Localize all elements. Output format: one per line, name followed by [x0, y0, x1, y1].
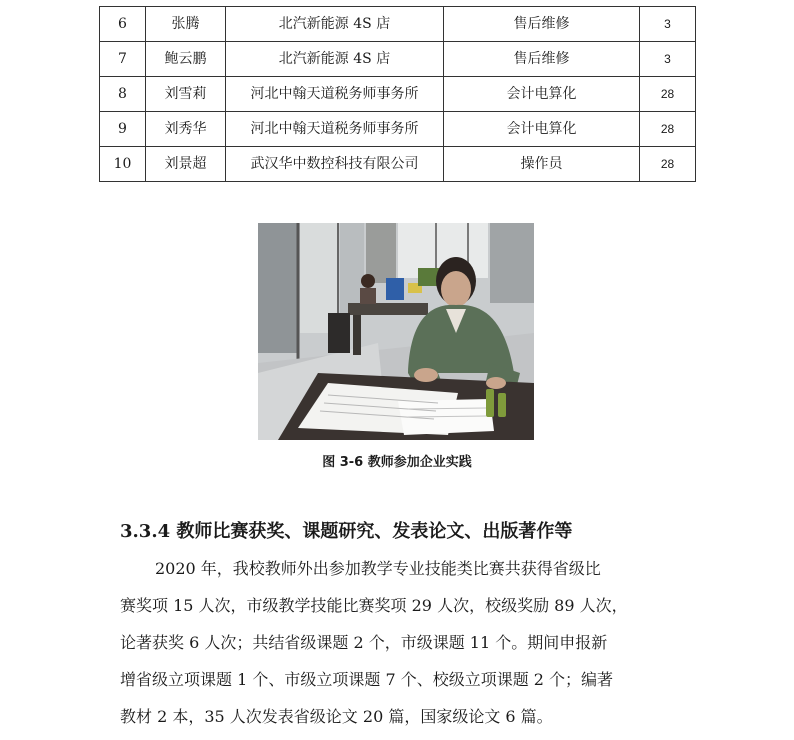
- teacher-name: 刘景超: [146, 147, 226, 182]
- company-name: 河北中翰天道税务师事务所: [226, 77, 444, 112]
- practice-position: 售后维修: [444, 42, 640, 77]
- paragraph-line: 教材 2 本，35 人次发表省级论文 20 篇，国家级论文 6 篇。: [120, 707, 553, 726]
- table-row: [100, 147, 696, 182]
- company-name: 北汽新能源 4S 店: [226, 42, 444, 77]
- company-name: 河北中翰天道税务师事务所: [226, 112, 444, 147]
- paragraph-line: 论著获奖 6 人次；共结省级课题 2 个，市级课题 11 个。期间申报新: [120, 633, 608, 652]
- company-name: 武汉华中数控科技有限公司: [226, 147, 444, 182]
- photo-illustration: [258, 223, 534, 440]
- paragraph-line: 赛奖项 15 人次，市级教学技能比赛奖项 29 人次，校级奖励 89 人次，: [120, 596, 628, 615]
- company-name: 北汽新能源 4S 店: [226, 7, 444, 42]
- teacher-name: 刘秀华: [146, 112, 226, 147]
- teacher-name: 刘雪莉: [146, 77, 226, 112]
- days-count: 3: [640, 42, 696, 77]
- days-count: 28: [640, 112, 696, 147]
- table-row: [100, 77, 696, 112]
- teacher-practice-photo: [258, 223, 534, 440]
- row-number: 10: [100, 147, 146, 182]
- row-number: 7: [100, 42, 146, 77]
- table-row: [100, 7, 696, 42]
- row-number: 8: [100, 77, 146, 112]
- practice-position: 操作员: [444, 147, 640, 182]
- practice-position: 售后维修: [444, 7, 640, 42]
- table-row: [100, 42, 696, 77]
- practice-position: 会计电算化: [444, 112, 640, 147]
- figure-caption: 图 3-6 教师参加企业实践: [322, 455, 472, 470]
- paragraph-line: 增省级立项课题 1 个、市级立项课题 7 个、校级立项课题 2 个；编著: [120, 670, 614, 689]
- paragraph-line: 2020 年，我校教师外出参加教学专业技能类比赛共获得省级比: [155, 559, 601, 578]
- row-number: 9: [100, 112, 146, 147]
- days-count: 3: [640, 7, 696, 42]
- days-count: 28: [640, 77, 696, 112]
- days-count: 28: [640, 147, 696, 182]
- table-row: [100, 112, 696, 147]
- section-heading: 3.3.4 教师比赛获奖、课题研究、发表论文、出版著作等: [120, 521, 573, 542]
- teacher-name: 张腾: [146, 7, 226, 42]
- practice-table: [99, 6, 696, 182]
- practice-position: 会计电算化: [444, 77, 640, 112]
- teacher-name: 鲍云鹏: [146, 42, 226, 77]
- row-number: 6: [100, 7, 146, 42]
- section-paragraph: [120, 550, 680, 735]
